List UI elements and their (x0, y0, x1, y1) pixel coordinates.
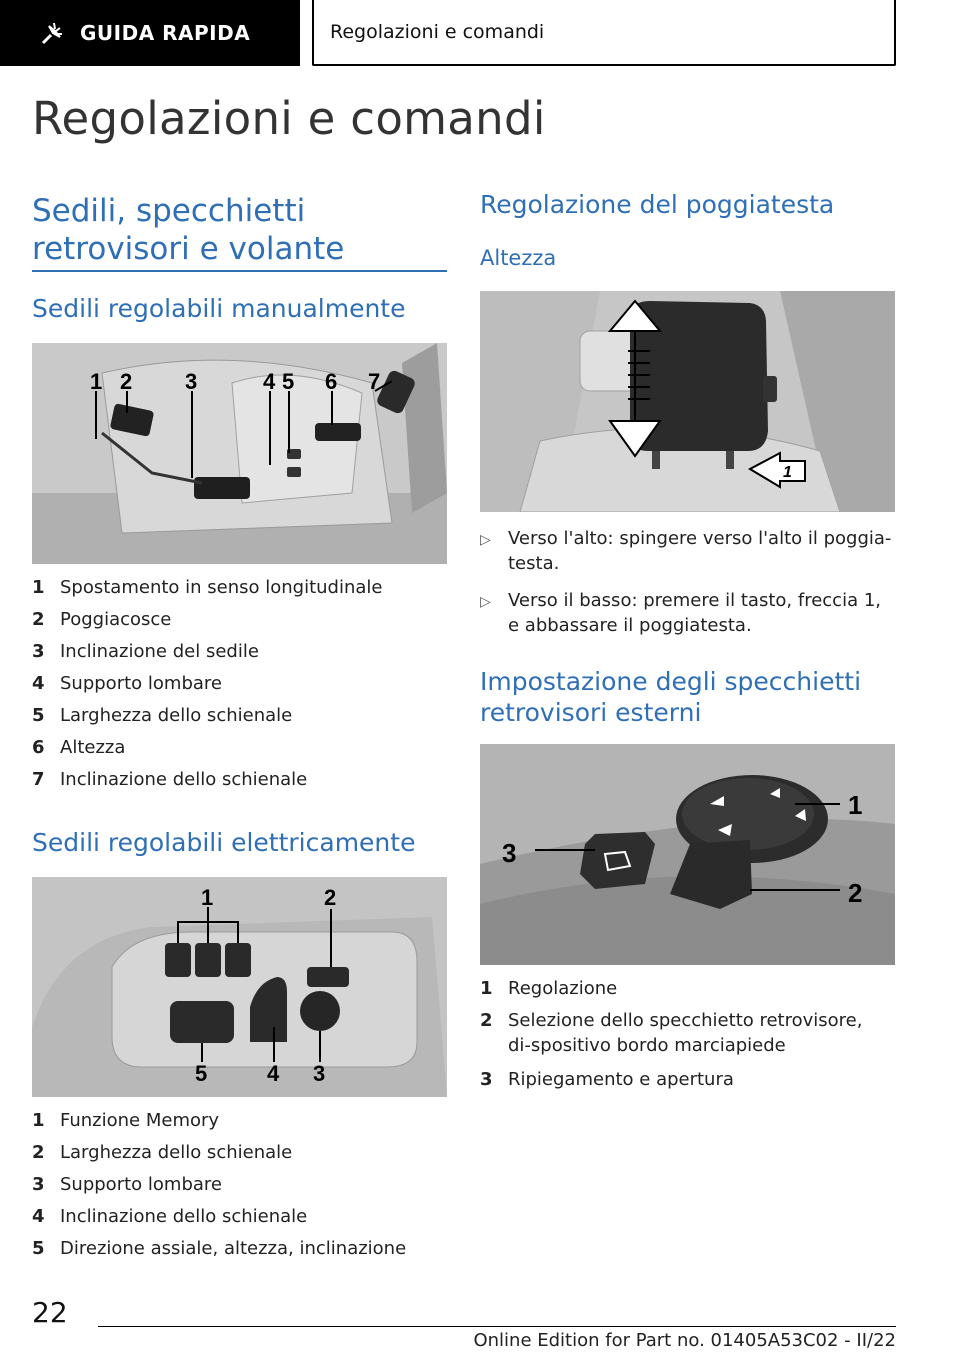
legend-text: Supporto lombare (60, 673, 222, 694)
legend-number: 7 (32, 769, 45, 790)
page-number: 22 (32, 1296, 68, 1329)
quick-guide-label: GUIDA RAPIDA (80, 21, 251, 45)
legend-number: 1 (32, 1110, 45, 1131)
mirror-label-3: 3 (502, 838, 517, 868)
quick-guide-icon (40, 20, 66, 46)
manual-legend (32, 572, 447, 796)
legend-text: Inclinazione dello schienale (60, 769, 308, 790)
quick-guide-tab[interactable] (0, 0, 300, 66)
list-item (32, 732, 447, 764)
legend-text: Altezza (60, 737, 126, 758)
electric-label-3: 3 (313, 1061, 326, 1086)
headrest-label-1: 1 (783, 464, 792, 481)
list-item (32, 636, 447, 668)
electric-seats-heading: Sedili regolabili elettricamente (32, 828, 416, 857)
manual-label-6: 6 (325, 369, 338, 394)
legend-text: Selezione dello specchietto retrovisore, di-spositivo bordo marciapiede (508, 1010, 863, 1056)
legend-number: 4 (32, 1206, 45, 1227)
bullet-text: Verso il basso: premere il tasto, freccia 1, e abbassare il poggiatesta. (508, 590, 881, 636)
electric-label-2: 2 (324, 885, 337, 910)
list-item (32, 1105, 447, 1137)
list-item (32, 572, 447, 604)
list-item (32, 1169, 447, 1201)
list-item (32, 1201, 447, 1233)
legend-number: 5 (32, 705, 45, 726)
legend-number: 5 (32, 1238, 45, 1259)
headrest-heading: Regolazione del poggiatesta (480, 190, 835, 219)
legend-text: Inclinazione del sedile (60, 641, 259, 662)
top-bar (0, 0, 960, 66)
legend-number: 1 (480, 978, 493, 999)
electric-label-4: 4 (267, 1061, 280, 1086)
manual-label-2: 2 (120, 369, 133, 394)
mirror-label-1: 1 (848, 790, 863, 820)
list-item (480, 588, 892, 638)
mirror-label-2: 2 (848, 878, 863, 908)
mirror-controls-figure (480, 744, 895, 965)
list-item (480, 1064, 890, 1096)
legend-text: Supporto lombare (60, 1174, 222, 1195)
headrest-figure (480, 291, 895, 512)
page-title: Regolazioni e comandi (32, 92, 546, 145)
legend-text: Larghezza dello schienale (60, 1142, 293, 1163)
triangle-bullet-icon: ▷ (480, 594, 491, 610)
mirrors-legend (480, 973, 890, 1096)
manual-label-4: 4 (263, 369, 276, 394)
legend-number: 6 (32, 737, 45, 758)
manual-seat-figure (32, 343, 447, 564)
legend-number: 2 (32, 1142, 45, 1163)
electric-label-1: 1 (201, 885, 214, 910)
headrest-bullets (480, 526, 892, 650)
list-item (32, 604, 447, 636)
edition-note: Online Edition for Part no. 01405A53C02 - II/22 (473, 1330, 896, 1351)
manual-seats-heading: Sedili regolabili manualmente (32, 294, 406, 323)
legend-number: 4 (32, 673, 45, 694)
bullet-text: Verso l'alto: spingere verso l'alto il poggia-testa. (508, 528, 892, 574)
manual-label-1: 1 (90, 369, 103, 394)
legend-number: 3 (32, 641, 45, 662)
legend-number: 3 (32, 1174, 45, 1195)
legend-text: Spostamento in senso longitudinale (60, 577, 383, 598)
legend-number: 3 (480, 1069, 493, 1090)
list-item (32, 764, 447, 796)
legend-text: Funzione Memory (60, 1110, 220, 1131)
legend-number: 1 (32, 577, 45, 598)
section-tab-label: Regolazioni e comandi (330, 21, 545, 43)
legend-text: Inclinazione dello schienale (60, 1206, 308, 1227)
electric-legend (32, 1105, 447, 1265)
list-item (32, 700, 447, 732)
list-item (32, 1233, 447, 1265)
manual-label-3: 3 (185, 369, 198, 394)
legend-number: 2 (480, 1010, 493, 1031)
legend-text: Ripiegamento e apertura (508, 1069, 734, 1090)
electric-seat-figure (32, 877, 447, 1097)
footer-divider (98, 1326, 896, 1327)
section-tab[interactable] (312, 0, 896, 66)
legend-text: Poggiacosce (60, 609, 172, 630)
section-title: Sedili, specchietti retrovisori e volante (32, 193, 345, 267)
mirrors-heading: Impostazione degli specchietti retrovisori esterni (480, 667, 862, 727)
legend-text: Larghezza dello schienale (60, 705, 293, 726)
list-item (32, 668, 447, 700)
list-item (32, 1137, 447, 1169)
list-item (480, 973, 890, 1005)
headrest-subheading: Altezza (480, 246, 557, 270)
list-item (480, 526, 892, 576)
legend-text: Regolazione (508, 978, 618, 999)
manual-label-7: 7 (368, 369, 381, 394)
section-divider (32, 270, 447, 272)
list-item (480, 1008, 890, 1058)
legend-text: Direzione assiale, altezza, inclinazione (60, 1238, 407, 1259)
triangle-bullet-icon: ▷ (480, 532, 491, 548)
manual-label-5: 5 (282, 369, 295, 394)
legend-number: 2 (32, 609, 45, 630)
electric-label-5: 5 (195, 1061, 208, 1086)
